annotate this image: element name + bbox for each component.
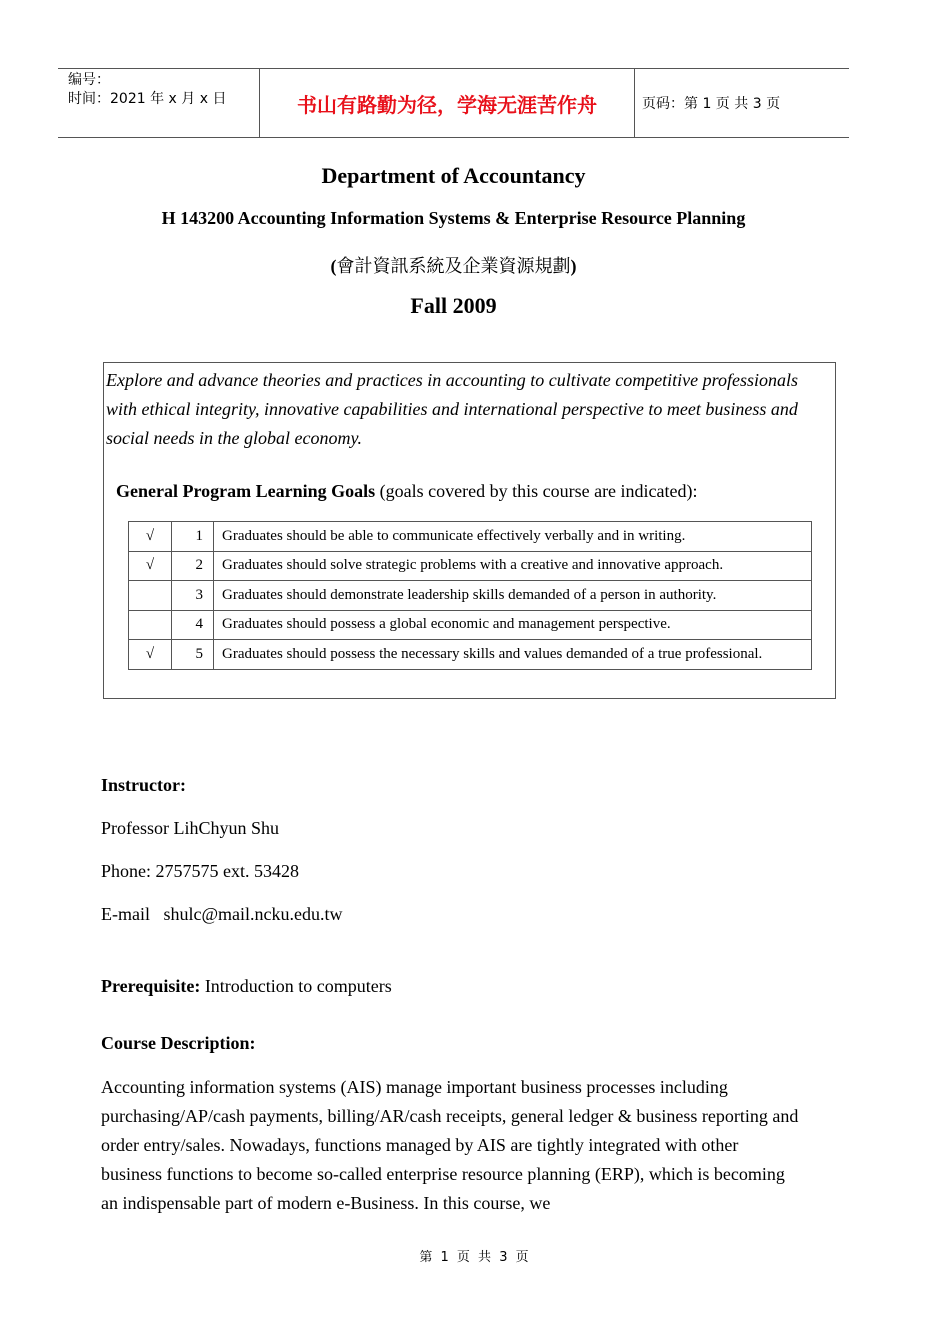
course-description-text: Accounting information systems (AIS) manage important business processes including purchasing/AP/cash payments, billing/AR/cash receipts, general ledger & business reporting and order entry/sales. Nowadays, functions managed by AIS are tightly integrated with other business functions to become so-called enterprise resource planning (ERP), which is becoming an indispensable part of modern e-Business. In this course, we [101,1077,799,1213]
number-label: 编号： [68,72,110,88]
goal-text: Graduates should demonstrate leadership skills demanded of a person in authority. [214,581,812,611]
course-chinese-title: (會計資訊系統及企業資源規劃) [330,256,577,277]
prerequisite: Prerequisite: Introduction to computers [101,976,392,996]
goal-number: 2 [172,551,214,581]
instructor-phone: Phone: 2757575 ext. 53428 [101,861,299,881]
instructor-name: Professor LihChyun Shu [101,818,280,838]
header-motto: 书山有路勤为径，学海无涯苦作舟 [259,69,635,137]
goal-number: 1 [172,522,214,552]
course-title: H 143200 Accounting Information Systems & Enterprise Resource Planning [161,208,746,228]
header-page-label: 页码：第 1 页 共 3 页 [642,96,781,112]
goal-text: Graduates should possess a global economic and management perspective. [214,610,812,640]
goal-number: 3 [172,581,214,611]
goal-check: √ [129,551,172,581]
goal-check [129,581,172,611]
term-title: Fall 2009 [410,293,497,318]
goal-check: √ [129,522,172,552]
goal-text: Graduates should solve strategic problems with a creative and innovative approach. [214,551,812,581]
goals-table [128,521,812,670]
table-row [129,581,812,611]
goal-number: 5 [172,640,214,670]
time-label: 时间：2021 年 x 月 x 日 [68,91,227,107]
table-row [129,551,812,581]
header-meta [68,69,258,139]
goal-check: √ [129,640,172,670]
goal-text: Graduates should possess the necessary skills and values demanded of a true professional. [214,640,812,670]
page-header [58,68,849,138]
table-row [129,640,812,670]
goals-title: General Program Learning Goals (goals covered by this course are indicated): [116,481,698,501]
table-row [129,522,812,552]
mission-box [103,362,836,699]
page-footer: 第 1 页 共 3 页 [419,1250,531,1265]
mission-statement: Explore and advance theories and practices in accounting to cultivate competitive professionals with ethical integrity, innovative capabilities and international perspective to meet business and social needs in the global economy. [106,370,799,448]
goal-number: 4 [172,610,214,640]
goal-text: Graduates should be able to communicate effectively verbally and in writing. [214,522,812,552]
course-description-heading: Course Description: [101,1033,256,1053]
instructor-email: E-mail shulc@mail.ncku.edu.tw [101,904,343,924]
department-title: Department of Accountancy [321,163,586,188]
instructor-heading: Instructor: [101,775,186,795]
table-row [129,610,812,640]
goal-check [129,610,172,640]
